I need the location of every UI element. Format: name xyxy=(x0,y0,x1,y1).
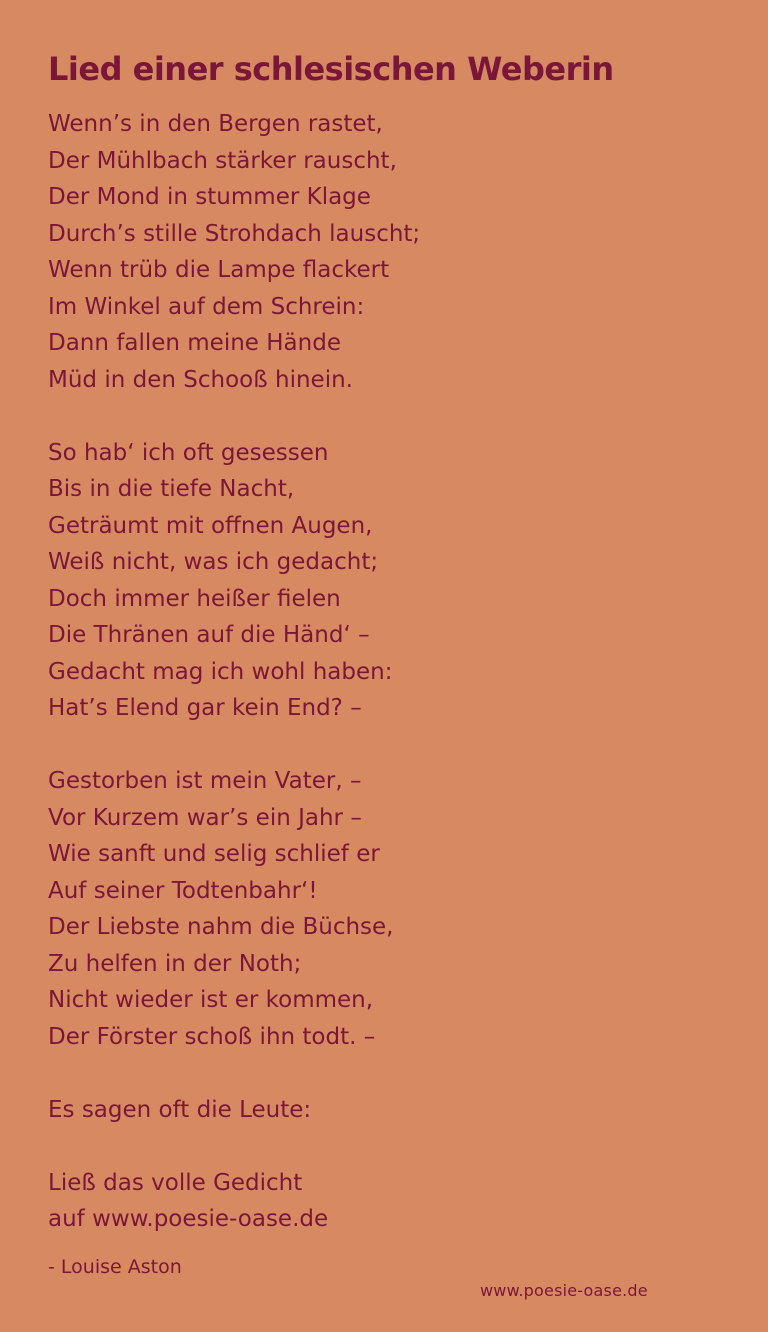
website-watermark[interactable]: www.poesie-oase.de xyxy=(480,1281,648,1300)
poem-line: Der Mond in stummer Klage xyxy=(48,184,371,210)
stanza-gap xyxy=(48,727,728,764)
read-more-line: Ließ das volle Gedicht xyxy=(48,1169,303,1196)
poem-line: Der Mühlbach stärker rauscht, xyxy=(48,147,397,174)
poem-line: Es sagen oft die Leute: xyxy=(48,1096,312,1123)
poem-line: Die Thränen auf die Händ‘ – xyxy=(48,622,370,648)
poem-author: - Louise Aston xyxy=(48,1256,182,1278)
read-more-link[interactable]: auf www.poesie-oase.de xyxy=(48,1206,329,1232)
poem-line: Geträumt mit offnen Augen, xyxy=(48,512,373,539)
poem-line: Im Winkel auf dem Schrein: xyxy=(48,293,365,320)
poem-line: Auf seiner Todtenbahr‘! xyxy=(48,877,318,904)
poem-line: Durch’s stille Strohdach lauscht; xyxy=(48,220,421,247)
poem-line: Müd in den Schooß hinein. xyxy=(48,366,353,393)
poem-line: Gedacht mag ich wohl haben: xyxy=(48,658,393,685)
poem-line: Bis in die tiefe Nacht, xyxy=(48,476,295,502)
poem-line: Doch immer heißer fielen xyxy=(48,585,341,612)
poem-line: Vor Kurzem war’s ein Jahr – xyxy=(48,804,362,831)
poem-line: Hat’s Elend gar kein End? – xyxy=(48,695,362,721)
poem-line: Weiß nicht, was ich gedacht; xyxy=(48,549,379,575)
poem-line: Gestorben ist mein Vater, – xyxy=(48,768,362,794)
poem-title: Lied einer schlesischen Weberin xyxy=(48,50,614,88)
poem-line: Nicht wieder ist er kommen, xyxy=(48,987,374,1013)
poem-line: Wenn trüb die Lampe flackert xyxy=(48,257,390,283)
poem-body xyxy=(48,106,728,1238)
stanza-gap xyxy=(48,1128,728,1165)
poem-line: Der Liebste nahm die Büchse, xyxy=(48,914,394,940)
poem-line: Zu helfen in der Noth; xyxy=(48,950,302,977)
poem-line: Wie sanft und selig schlief er xyxy=(48,841,380,867)
poem-line: Der Förster schoß ihn todt. – xyxy=(48,1023,376,1050)
poem-line: So hab‘ ich oft gesessen xyxy=(48,439,329,466)
stanza-gap xyxy=(48,1055,728,1092)
stanza-gap xyxy=(48,398,728,435)
poem-line: Wenn’s in den Bergen rastet, xyxy=(48,111,383,137)
poem-line: Dann fallen meine Hände xyxy=(48,330,341,356)
